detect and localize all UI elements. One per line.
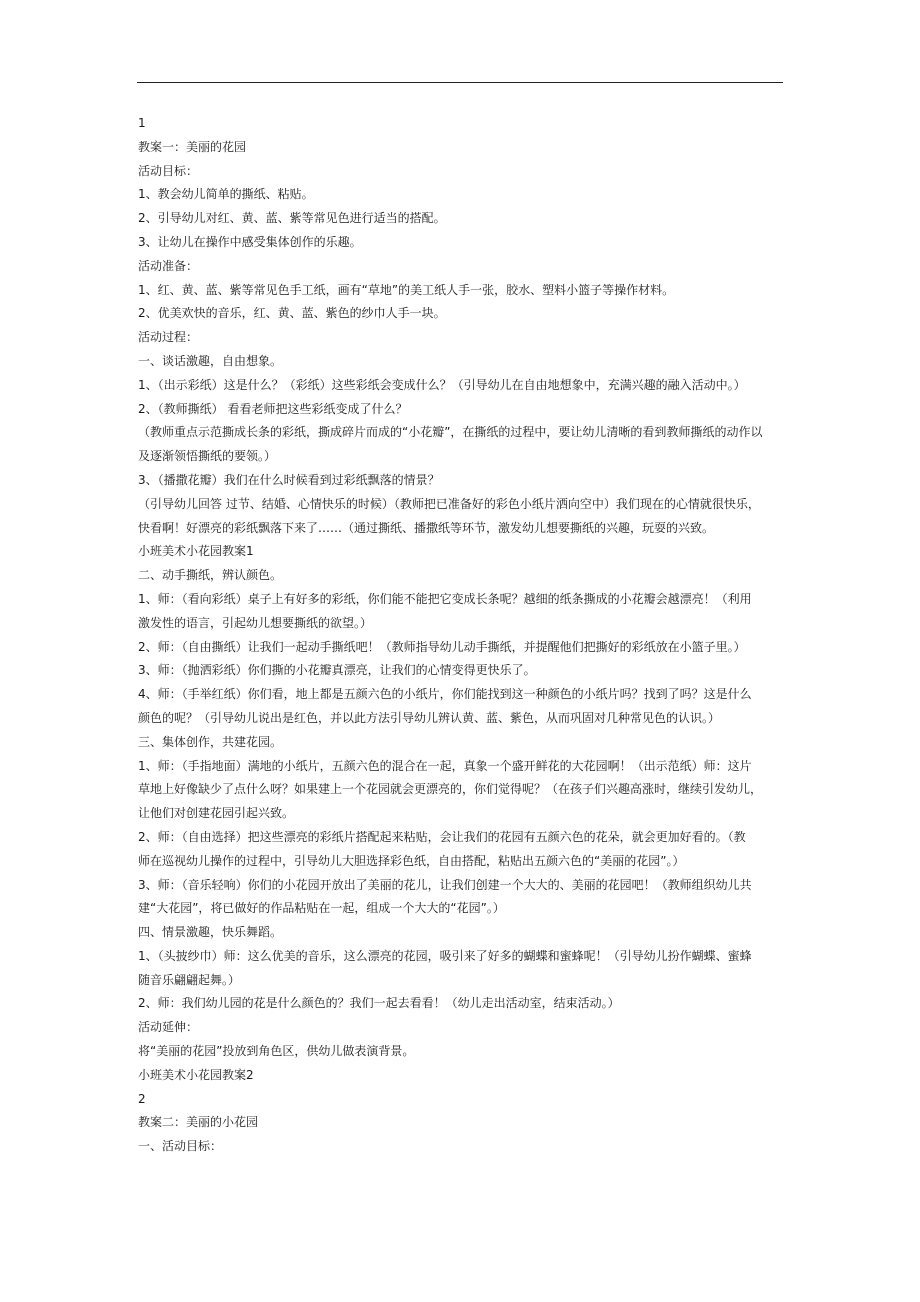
paragraph-line: 3、师：（音乐轻响）你们的小花园开放出了美丽的花儿，让我们创建一个大大的、美丽的花园吧！（教师组织幼儿共 xyxy=(138,877,752,892)
section-heading-process: 活动过程： xyxy=(138,330,199,345)
paragraph-line: 师在巡视幼儿操作的过程中，引导幼儿大胆选择彩色纸，自由搭配，粘贴出五颜六色的“美丽的花园”。） xyxy=(138,853,685,868)
lesson-two-title: 教案二：美丽的小花园 xyxy=(138,1115,259,1130)
paragraph-line: 2、（教师撕纸） 看看老师把这些彩纸变成了什么？ xyxy=(138,401,408,416)
paragraph-line: 1、红、黄、蓝、紫等常见色手工纸，画有“草地”的美工纸人手一张，胶水、塑料小篮子等操作材料。 xyxy=(138,282,675,297)
page-number-2: 2 xyxy=(138,1091,146,1106)
paragraph-line: 让他们对创建花园引起兴致。 xyxy=(138,806,295,821)
inline-title: 小班美术小花园教案2 xyxy=(138,1067,254,1082)
inline-title: 小班美术小花园教案1 xyxy=(138,544,254,559)
subsection-heading: 一、谈话激趣，自由想象。 xyxy=(138,353,283,368)
subsection-heading: 二、动手撕纸，辨认颜色。 xyxy=(138,568,283,583)
paragraph-line: 将“美丽的花园”投放到角色区，供幼儿做表演背景。 xyxy=(138,1044,415,1059)
paragraph-line: （教师重点示范撕成长条的彩纸，撕成碎片而成的“小花瓣”，在撕纸的过程中，要让幼儿清晰的看到教师撕纸的动作以 xyxy=(138,425,763,440)
paragraph-line: 及逐渐领悟撕纸的要领。） xyxy=(138,449,277,464)
paragraph-line: 激发性的语言，引起幼儿想要撕纸的欲望。） xyxy=(138,615,373,630)
paragraph-line: 4、师：（手举红纸）你们看，地上都是五颜六色的小纸片，你们能找到这一种颜色的小纸片吗？找到了吗？这是什么 xyxy=(138,687,752,702)
section-heading-goals: 活动目标： xyxy=(138,163,199,178)
paragraph-line: 1、师：（看向彩纸）桌子上有好多的彩纸，你们能不能把它变成长条呢？越细的纸条撕成的小花瓣会越漂亮！（利用 xyxy=(138,591,752,606)
header-rule xyxy=(137,82,783,83)
paragraph-line: 3、让幼儿在操作中感受集体创作的乐趣。 xyxy=(138,234,362,249)
paragraph-line: 1、（出示彩纸）这是什么？（彩纸）这些彩纸会变成什么？（引导幼儿在自由地想象中，充满兴趣的融入活动中。） xyxy=(138,377,746,392)
paragraph-line: 3、师：（抛洒彩纸）你们撕的小花瓣真漂亮，让我们的心情变得更快乐了。 xyxy=(138,663,536,678)
paragraph-line: 建“大花园”，将已做好的作品粘贴在一起，组成一个大大的“花园”。） xyxy=(138,901,505,916)
paragraph-line: 3、（播撒花瓣）我们在什么时候看到过彩纸飘落的情景？ xyxy=(138,472,440,487)
paragraph-line: 2、优美欢快的音乐，红、黄、蓝、紫色的纱巾人手一块。 xyxy=(138,306,446,321)
paragraph-line: 快看啊！好漂亮的彩纸飘落下来了……（通过撕纸、播撒纸等环节，激发幼儿想要撕纸的兴趣，玩耍的兴致。 xyxy=(138,520,715,535)
paragraph-line: 草地上好像缺少了点什么呀？如果建上一个花园就会更漂亮的，你们觉得呢？（在孩子们兴趣高涨时，继续引发幼儿， xyxy=(138,782,763,797)
paragraph-line: 2、引导幼儿对红、黄、蓝、紫等常见色进行适当的搭配。 xyxy=(138,211,446,226)
paragraph-line: 2、师：（自由选择）把这些漂亮的彩纸片搭配起来粘贴，会让我们的花园有五颜六色的花朵，就会更加好看的。（教 xyxy=(138,829,746,844)
section-heading-preparation: 活动准备： xyxy=(138,258,199,273)
paragraph-line: 1、师：（手指地面）满地的小纸片，五颜六色的混合在一起，真象一个盛开鲜花的大花园啊！（出示范纸）师：这片 xyxy=(138,758,752,773)
subsection-heading: 三、集体创作，共建花园。 xyxy=(138,734,283,749)
paragraph-line: 1、教会幼儿简单的撕纸、粘贴。 xyxy=(138,187,314,202)
subsection-heading: 一、活动目标： xyxy=(138,1139,223,1154)
paragraph-line: 2、师：（自由撕纸）让我们一起动手撕纸吧！（教师指导幼儿动手撕纸，并提醒他们把撕好的彩纸放在小篮子里。） xyxy=(138,639,746,654)
section-heading-extension: 活动延伸： xyxy=(138,1020,199,1035)
subsection-heading: 四、情景激趣，快乐舞蹈。 xyxy=(138,925,283,940)
document-body xyxy=(138,112,784,1159)
lesson-one-title: 教案一：美丽的花园 xyxy=(138,139,247,154)
paragraph-line: 随音乐翩翩起舞。） xyxy=(138,972,241,987)
paragraph-line: 颜色的呢？（引导幼儿说出是红色，并以此方法引导幼儿辨认黄、蓝、紫色，从而巩固对几种常见色的认识。） xyxy=(138,710,721,725)
paragraph-line: 1、（头披纱巾）师：这么优美的音乐，这么漂亮的花园，吸引来了好多的蝴蝶和蜜蜂呢！（引导幼儿扮作蝴蝶、蜜蜂 xyxy=(138,948,752,963)
paragraph-line: （引导幼儿回答 过节、结婚、心情快乐的时候）（教师把已准备好的彩色小纸片洒向空中）我们现在的心情就很快乐， xyxy=(138,496,760,511)
page-number-1: 1 xyxy=(138,116,146,130)
paragraph-line: 2、师：我们幼儿园的花是什么颜色的？我们一起去看看！（幼儿走出活动室，结束活动。） xyxy=(138,996,620,1011)
